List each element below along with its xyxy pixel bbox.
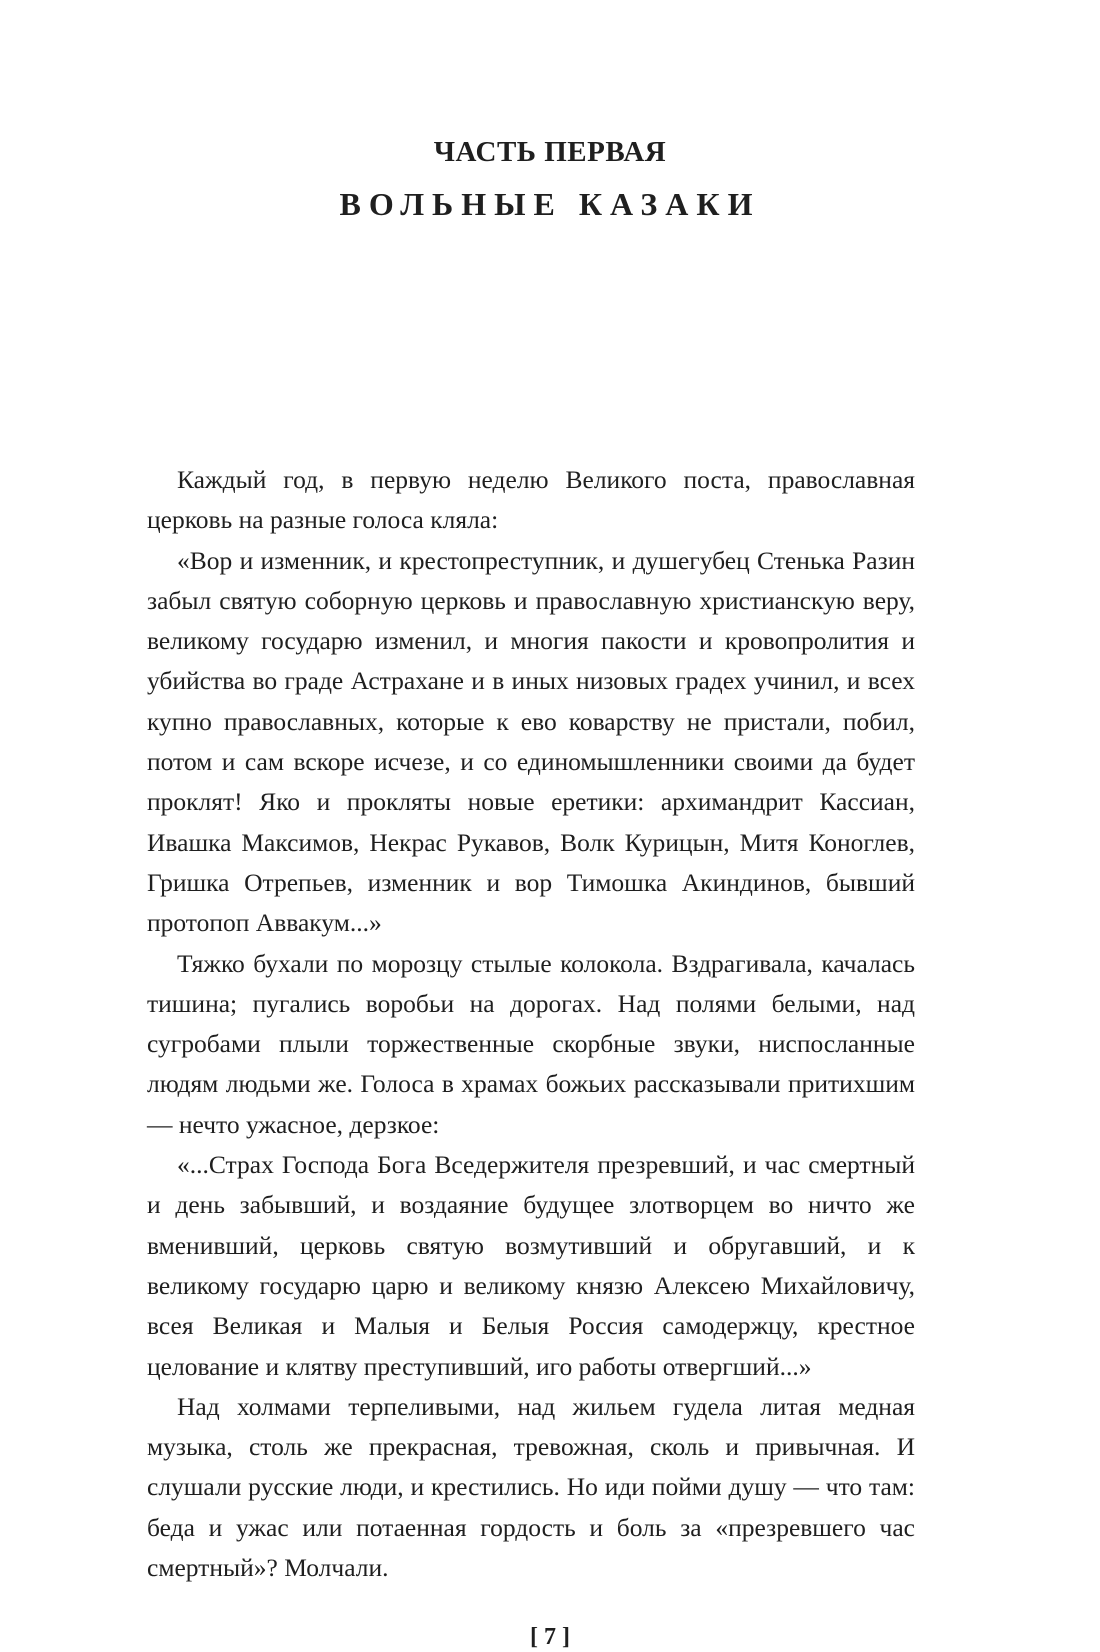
part-label: ЧАСТЬ ПЕРВАЯ (433, 136, 667, 168)
body-text (147, 460, 915, 1588)
paragraph: Тяжко бухали по морозцу стылые колокола. Вздрагивала, качалась тишина; пугались воробьи на дорогах. Над полями белыми, над сугробами плыли торжественные скорбные звуки, ниспосланные людям людьми же. Голоса в храмах божьих рассказывали притихшим — нечто ужасное, дерзкое: (147, 948, 915, 1139)
page-number: [ 7 ] (530, 1624, 570, 1651)
paragraph: «Вор и изменник, и крестопреступник, и душегубец Стенька Разин забыл святую соборную церковь и православную христианскую веру, великому государю изменил, и многия пакости и кровопролития и убийства во граде Астрахане и в иных низовых градех учинил, и всех купно православных, которые к ево коварству не пристали, побил, потом и сам вскоре исчезе, и со единомышленники своими да будет проклят! Яко и прокляты новые еретики: архимандрит Кассиан, Ивашка Максимов, Некрас Рукавов, Волк Курицын, Митя Коноглев, Гришка Отрепьев, изменник и вор Тимошка Акиндинов, бывший протопоп Аввакум...» (147, 545, 915, 938)
part-title: ВОЛЬНЫЕ КАЗАКИ (339, 186, 761, 222)
paragraph: Каждый год, в первую неделю Великого поста, православная церковь на разные голоса кляла: (147, 465, 915, 535)
paragraph: «...Страх Господа Бога Вседержителя презревший, и час смертный и день забывший, и воздаяние будущее злотворцем во ничто же вменивший, церковь святую возмутивший и обругавший, и к великому государю царю и великому князю Алексею Михайловичу, всея Великая и Малыя и Белыя Россия самодержцу, крестное целование и клятву преступивший, иго работы отвергший...» (147, 1150, 915, 1381)
paragraph: Над холмами терпеливыми, над жильем гудела литая медная музыка, столь же прекрасная, тревожная, сколь и привычная. И слушали русские люди, и крестились. Но иди пойми душу — что там: беда и ужас или потаенная гордость и боль за «презревшего час смертный»? Молчали. (147, 1391, 915, 1583)
